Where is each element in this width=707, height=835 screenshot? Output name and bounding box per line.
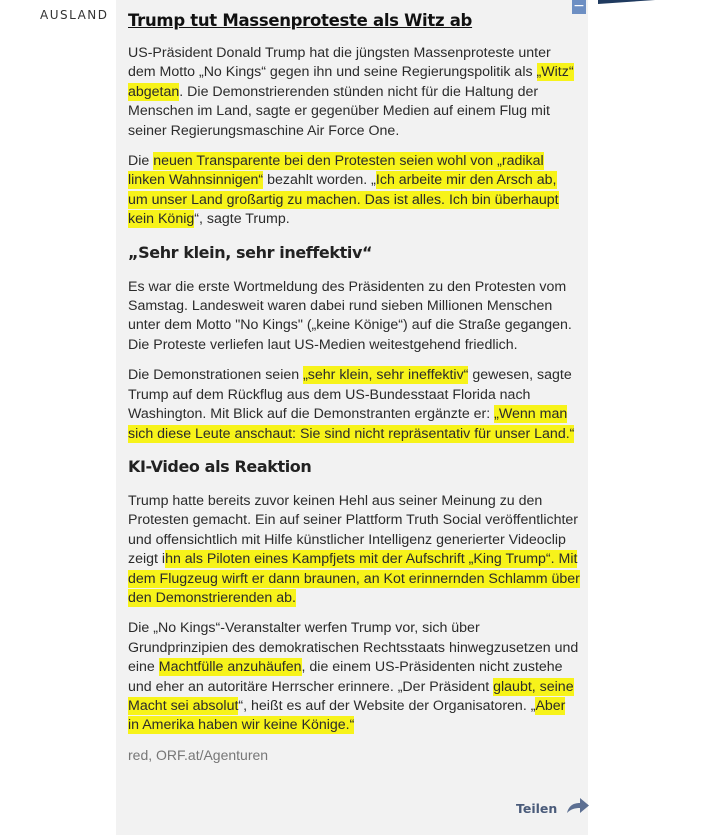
highlighted-text: glaubt, seine Macht sei absolut <box>128 678 574 714</box>
text-run: “, sagte Trump. <box>194 211 290 228</box>
share-button[interactable] <box>516 796 591 821</box>
text-run: gewesen, sagte Trump auf dem Rückflug aus dem US-Bundesstaat Florida nach Washington. Mit Blick auf die Demonstranten ergänzte er: <box>128 367 572 423</box>
top-decoration <box>598 0 707 4</box>
share-arrow-icon <box>565 796 591 821</box>
highlighted-text: „Wenn man sich diese Leute anschaut: Sie sind nicht repräsentativ für unser Land.“ <box>128 406 575 442</box>
paragraph <box>128 366 580 444</box>
highlighted-text: „sehr klein, sehr ineffektiv“ <box>303 367 469 384</box>
section-heading: „Sehr klein, sehr ineffektiv“ <box>128 242 373 262</box>
paragraph <box>128 492 580 608</box>
text-run: Die <box>128 153 154 170</box>
text-run: US-Präsident Donald Trump hat die jüngsten Massenproteste unter dem Motto „No Kings“ gegen ihn und seine Regierungspolitik als <box>128 45 551 81</box>
highlighted-text: Machtfülle anzuhäufen <box>158 659 302 676</box>
share-label: Teilen <box>516 801 558 816</box>
highlighted-text: hn als Piloten eines Kampfjets mit der Aufschrift „King Trump“. Mit dem Flugzeug wirft er dann braunen, an Kot erinnernden Schlamm über den Demonstrierenden ab. <box>128 551 580 606</box>
section-heading: KI-Video als Reaktion <box>128 456 312 476</box>
text-run: Die „No Kings“-Veranstalter werfen Trump vor, sich über Grundprinzipien des demokratischen Rechtsstaats hinwegzusetzen und eine <box>128 620 579 676</box>
intro-paragraphs <box>128 44 580 230</box>
article-content <box>128 10 580 763</box>
highlighted-text: Aber in Amerika haben wir keine Könige.“ <box>128 697 566 734</box>
text-run: Es war die erste Wortmeldung des Präsidenten zu den Protesten vom Samstag. Landesweit waren dabei rund sieben Millionen Menschen unter dem Motto "No Kings" („keine Könige“) auf die Straße gegangen. Die Proteste verliefen laut US-Medien weitestgehend friedlich. <box>128 278 572 353</box>
text-run: “, heißt es auf der Website der Organisatoren. „ <box>238 697 536 714</box>
section-label: AUSLAND <box>40 8 109 22</box>
paragraph <box>128 619 580 735</box>
paragraph <box>128 278 580 356</box>
text-run: Die Demonstrationen seien <box>128 367 304 384</box>
highlighted-text: „Witz“ abgetan <box>128 64 574 100</box>
highlighted-text: neuen Transparente bei den Protesten seien wohl von „radikal linken Wahnsinnigen“ <box>128 153 544 189</box>
text-run: . Die Demonstrierenden stünden nicht für die Haltung der Menschen im Land, sagte er gegenüber Medien auf einem Flug mit seiner Regierungsmaschine Air Force One. <box>128 83 550 139</box>
paragraph <box>128 44 580 141</box>
highlighted-text: Ich arbeite mir den Arsch ab, um unser Land großartig zu machen. Das ist alles. Ich bin überhaupt kein König <box>128 172 559 228</box>
paragraph <box>128 152 580 230</box>
source-credit: red, ORF.at/Agenturen <box>128 746 269 763</box>
text-run: Trump hatte bereits zuvor keinen Hehl aus seiner Meinung zu den Protesten gemacht. Ein auf seiner Plattform Truth Social veröffentlichter und offensichtlich mit Hilfe künstlicher Intelligenz generierter Videoclip zeigt i <box>128 492 579 568</box>
text-run: , die einem US-Präsidenten nicht zustehe und eher an autoritäre Herrscher erinnere. „Der Präsident <box>128 659 563 695</box>
text-run: bezahlt worden. „ <box>263 172 376 189</box>
article-title[interactable]: Trump tut Massenproteste als Witz ab <box>128 11 473 30</box>
collapse-button[interactable]: − <box>573 0 585 14</box>
